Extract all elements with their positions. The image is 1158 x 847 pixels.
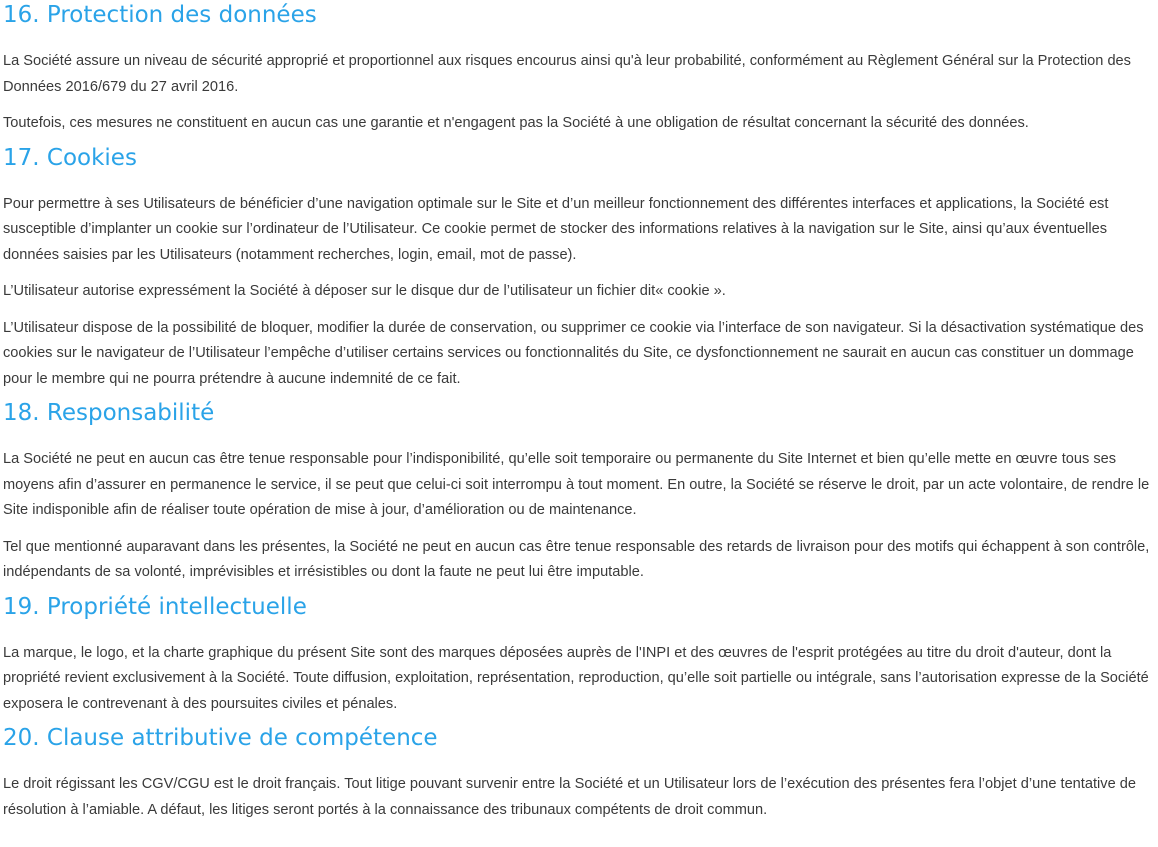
section-paragraph: L’Utilisateur dispose de la possibilité de bloquer, modifier la durée de conservation, ou supprimer ce cookie via l’interface de son navigateur. Si la désactivation systématique des cookies sur le navigateur de l’Utilisateur l’empêche d’utiliser certains services ou fonctionnalités du Site, ce dysfonctionnement ne saurait en aucun cas constituer un dommage pour le membre qui ne pourra prétendre à aucune indemnité de ce fait. [3, 319, 1144, 387]
section-paragraph: Pour permettre à ses Utilisateurs de bénéficier d’une navigation optimale sur le Site et d’un meilleur fonctionnement des différentes interfaces et applications, la Société est susceptible d’implanter un cookie sur l’ordinateur de l’Utilisateur. Ce cookie permet de stocker des informations relatives à la navigation sur le Site, ainsi qu’aux éventuelles données saisies par les Utilisateurs (notamment recherches, login, email, mot de passe). [3, 195, 1109, 263]
section-responsibility [3, 399, 1154, 586]
section-cookies [3, 144, 1154, 393]
section-heading: 17. Cookies [3, 144, 137, 171]
section-paragraph: Le droit régissant les CGV/CGU est le droit français. Tout litige pouvant survenir entre la Société et un Utilisateur lors de l’exécution des présentes fera l’objet d’une tentative de résolution à l’amiable. A défaut, les litiges seront portés à la connaissance des tribunaux compétents de droit commun. [3, 776, 1136, 818]
section-heading: 20. Clause attributive de compétence [3, 725, 438, 751]
legal-content [0, 1, 1158, 847]
section-data-protection [3, 1, 1154, 137]
section-paragraph: Toutefois, ces mesures ne constituent en aucun cas une garantie et n'engagent pas la Société à une obligation de résultat concernant la sécurité des données. [3, 115, 1029, 131]
section-intellectual-property [3, 593, 1154, 718]
section-paragraph: L’Utilisateur autorise expressément la Société à déposer sur le disque dur de l’utilisateur un fichier dit« cookie ». [3, 283, 726, 299]
section-jurisdiction [3, 724, 1154, 823]
section-heading: 18. Responsabilité [3, 400, 215, 426]
section-paragraph: La Société ne peut en aucun cas être tenue responsable pour l’indisponibilité, qu’elle soit temporaire ou permanente du Site Internet et bien qu’elle mette en œuvre tous ses moyens afin d’assurer en permanence le service, il se peut que celui-ci soit interrompu à tout moment. En outre, la Société se réserve le droit, par un acte volontaire, de rendre le Site indisponible afin de réaliser toute opération de mise à jour, d’amélioration ou de maintenance. [3, 451, 1150, 518]
section-paragraph: La marque, le logo, et la charte graphique du présent Site sont des marques déposées auprès de l'INPI et des œuvres de l'esprit protégées au titre du droit d'auteur, dont la propriété revient exclusivement à la Société. Toute diffusion, exploitation, représentation, reproduction, qu’elle soit partielle ou intégrale, sans l’autorisation expresse de la Société exposera le contrevenant à des poursuites civiles et pénales. [3, 644, 1149, 712]
section-heading: 16. Protection des données [3, 2, 317, 28]
section-heading: 19. Propriété intellectuelle [3, 593, 307, 620]
section-paragraph: La Société assure un niveau de sécurité approprié et proportionnel aux risques encourus ainsi qu'à leur probabilité, conformément au Règlement Général sur la Protection des Données 2016/679 du 27 avril 2016. [3, 53, 1131, 95]
section-paragraph: Tel que mentionné auparavant dans les présentes, la Société ne peut en aucun cas être tenue responsable des retards de livraison pour des motifs qui échappent à son contrôle, indépendants de sa volonté, imprévisibles et irrésistibles ou dont la faute ne peut lui être imputable. [3, 538, 1150, 580]
